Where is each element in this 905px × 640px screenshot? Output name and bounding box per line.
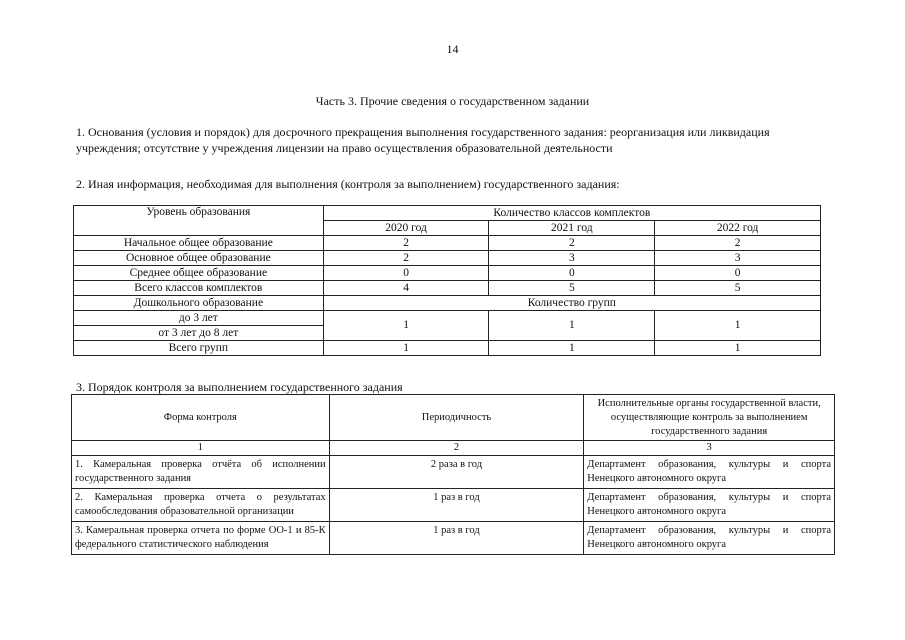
column-number: 2 [329, 441, 584, 456]
periodicity: 1 раз в год [329, 522, 584, 555]
preschool-label: Дошкольного образование [74, 296, 324, 311]
control-form: 2. Камеральная проверка отчета о результатах самообследования образовательной организации [72, 489, 330, 522]
header-periodicity: Периодичность [329, 395, 584, 441]
cell-value: 2 [323, 236, 489, 251]
table-row [72, 489, 835, 522]
control-form: 1. Камеральная проверка отчёта об исполнении государственного задания [72, 456, 330, 489]
control-table [71, 394, 835, 555]
classes-table [73, 205, 821, 356]
row-label: Всего классов комплектов [74, 281, 324, 296]
cell-value: 0 [323, 266, 489, 281]
cell-value: 1 [489, 311, 655, 341]
age-group-under-3: до 3 лет [74, 311, 324, 326]
authority: Департамент образования, культуры и спорта Ненецкого автономного округа [584, 522, 835, 555]
section-2-other-info: 2. Иная информация, необходимая для выполнения (контроля за выполнением) государственного задания: [76, 177, 620, 191]
table-row [72, 395, 835, 441]
cell-value: 1 [323, 341, 489, 356]
cell-value: 5 [655, 281, 821, 296]
table-row [74, 266, 821, 281]
table-row [74, 341, 821, 356]
cell-value: 5 [489, 281, 655, 296]
authority: Департамент образования, культуры и спорта Ненецкого автономного округа [584, 489, 835, 522]
part-title: Часть 3. Прочие сведения о государственном задании [315, 94, 590, 108]
column-number: 1 [72, 441, 330, 456]
header-group-count: Количество групп [323, 296, 820, 311]
cell-value: 1 [323, 311, 489, 341]
header-year-2022: 2022 год [655, 221, 821, 236]
cell-value: 3 [655, 251, 821, 266]
cell-value: 1 [655, 311, 821, 341]
header-authority: Исполнительные органы государственной власти, осуществляющие контроль за выполнением государственного задания [584, 395, 835, 441]
table-row [72, 522, 835, 555]
page-number: 14 [446, 42, 459, 56]
periodicity: 1 раз в год [329, 489, 584, 522]
cell-value: 1 [489, 341, 655, 356]
cell-value: 0 [489, 266, 655, 281]
cell-value: 4 [323, 281, 489, 296]
header-year-2021: 2021 год [489, 221, 655, 236]
row-label: Основное общее образование [74, 251, 324, 266]
cell-value: 2 [655, 236, 821, 251]
table-row [74, 236, 821, 251]
cell-value: 0 [655, 266, 821, 281]
table-row [74, 206, 821, 221]
row-label: Среднее общее образование [74, 266, 324, 281]
control-form: 3. Камеральная проверка отчета по форме ОО-1 и 85-К федерального статистического наблюдения [72, 522, 330, 555]
table-row [74, 296, 821, 311]
table-row [72, 441, 835, 456]
section-3-control-order: 3. Порядок контроля за выполнением государственного задания [76, 380, 403, 394]
age-group-3-to-8: от 3 лет до 8 лет [74, 326, 324, 341]
header-education-level: Уровень образования [74, 206, 324, 236]
authority: Департамент образования, культуры и спорта Ненецкого автономного округа [584, 456, 835, 489]
periodicity: 2 раза в год [329, 456, 584, 489]
column-number: 3 [584, 441, 835, 456]
row-label: Начальное общее образование [74, 236, 324, 251]
cell-value: 2 [489, 236, 655, 251]
section-1-termination-grounds: 1. Основания (условия и порядок) для досрочного прекращения выполнения государственного задания: реорганизация или ликвидация учреждения; отсутствие у учреждения лицензии на право осуществления образовательной деятельности [76, 125, 770, 155]
total-groups-label: Всего групп [74, 341, 324, 356]
table-row [74, 311, 821, 326]
cell-value: 2 [323, 251, 489, 266]
header-control-form: Форма контроля [72, 395, 330, 441]
cell-value: 3 [489, 251, 655, 266]
table-row [74, 281, 821, 296]
header-class-count: Количество классов комплектов [323, 206, 820, 221]
table-row [74, 251, 821, 266]
cell-value: 1 [655, 341, 821, 356]
header-year-2020: 2020 год [323, 221, 489, 236]
table-row [72, 456, 835, 489]
